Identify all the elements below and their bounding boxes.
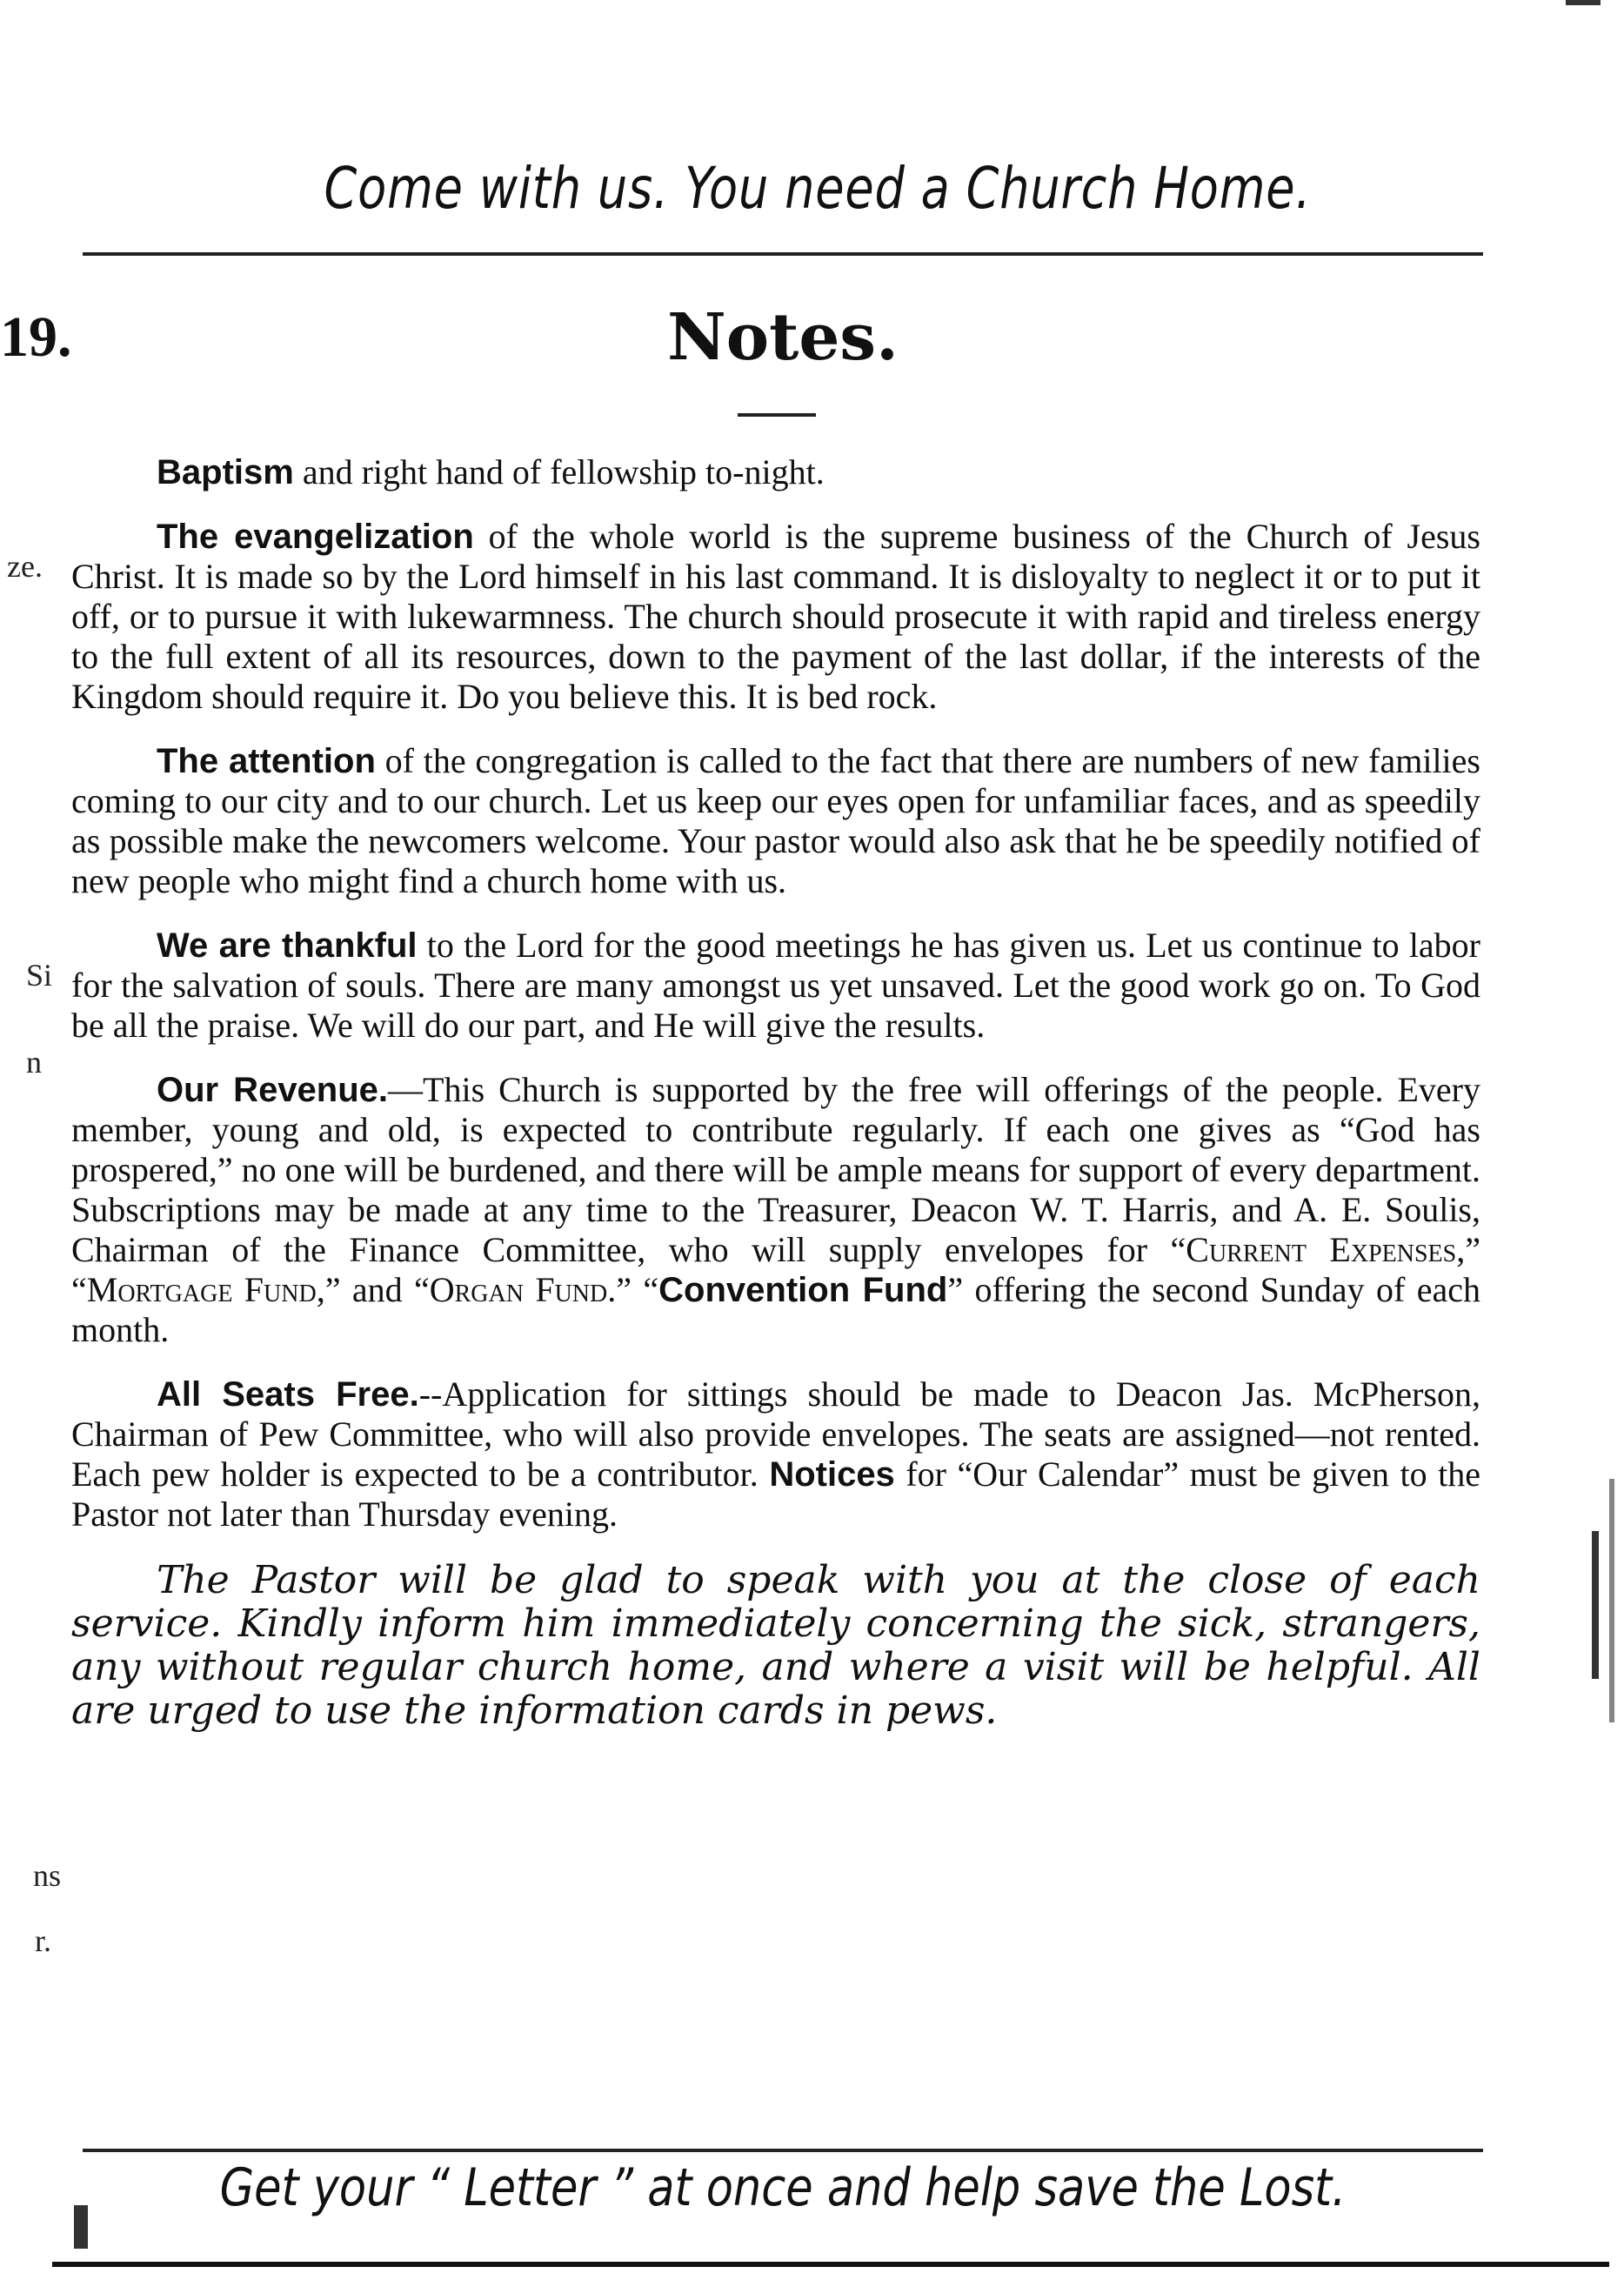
paragraph-seats bbox=[71, 1374, 1480, 1534]
quote-separator: ” and “ bbox=[324, 1270, 430, 1309]
paragraph-lead: The attention bbox=[157, 742, 376, 780]
margin-fragment: ns bbox=[33, 1858, 62, 1893]
paragraph-text: and right hand of fellowship to-night. bbox=[293, 452, 825, 491]
top-rule bbox=[83, 252, 1483, 256]
margin-fragment: n bbox=[26, 1045, 42, 1080]
paragraph-lead: We are thankful bbox=[157, 926, 418, 965]
page-title: Notes. bbox=[667, 300, 899, 375]
header-slogan: Come with us. You need a Church Home. bbox=[324, 155, 1312, 222]
paragraph-text: of the congregation is called to the fact that there are numbers of new families coming to our city and to our church. Let us keep our eyes open for unfamiliar faces, and as speedily as possible make the newcomers welcome. Your pastor would also ask that he be speedily notified of new people who might find a church home with us. bbox=[71, 741, 1480, 900]
paragraph-lead: The evangelization bbox=[157, 518, 474, 556]
fund-current-expenses: Current Expenses, bbox=[1186, 1230, 1466, 1269]
paragraph-text: —This Church is supported by the free will offerings of the people. Every member, young and old, is expected to contribute regularly. If each one gives as “God has prospered,” no one will be burdened, and there will be ample means for support of every department. Subscriptions may be made at any time to the Treasurer, Deacon W. T. Harris, and A. E. Soulis, Chairman of the Finance Committee, who will supply envelopes for “ bbox=[71, 1070, 1480, 1269]
notices-lead: Notices bbox=[769, 1455, 895, 1494]
paragraph-lead: Our Revenue. bbox=[157, 1071, 389, 1109]
notes-body bbox=[71, 452, 1480, 1733]
footer-slogan: Get your “ Letter ” at once and help save the Lost. bbox=[219, 2157, 1347, 2218]
scan-artifact bbox=[1566, 0, 1601, 5]
paragraph-attention bbox=[71, 741, 1480, 901]
paragraph-text: for “Our Calendar” must be given to the Pastor not later than Thursday evening. bbox=[71, 1454, 1481, 1534]
paragraph-evangelization bbox=[71, 517, 1480, 717]
paragraph-text: to the Lord for the good meetings he has given us. Let us continue to labor for the salvation of souls. There are many amongst us yet unsaved. Let the good work go on. To God be all the praise. We will do our part, and He will give the results. bbox=[71, 926, 1481, 1045]
quote-separator: ” “ bbox=[616, 1270, 659, 1309]
paragraph-thankful bbox=[71, 926, 1480, 1046]
fund-convention: Convention Fund bbox=[658, 1271, 948, 1309]
pastor-note: The Pastor will be glad to speak with you at the close of each service. Kindly inform him immediately concerning the sick, strangers, any without regular church home, and where a visit will be helpful. All are urged to use the information cards in pews. bbox=[71, 1558, 1480, 1733]
bottom-rule bbox=[83, 2149, 1483, 2152]
fund-organ: Organ Fund. bbox=[429, 1270, 617, 1309]
scan-artifact bbox=[1592, 1531, 1599, 1679]
paragraph-baptism bbox=[71, 452, 1480, 492]
margin-fragment: ze. bbox=[7, 549, 43, 584]
margin-fragment: r. bbox=[35, 1923, 52, 1958]
base-rule bbox=[52, 2262, 1609, 2267]
paragraph-lead: Baptism bbox=[157, 453, 294, 491]
paragraph-lead: All Seats Free. bbox=[157, 1375, 419, 1414]
page-number: 19. bbox=[0, 305, 72, 369]
quote-separator: ” “ bbox=[71, 1230, 1480, 1309]
paragraph-text: of the whole world is the supreme business of the Church of Jesus Christ. It is made so by the Lord himself in his last command. It is disloyalty to neglect it or to put it off, or to pursue it with lukewarmness. The church should prosecute it with rapid and tireless energy to the full extent of all its resources, down to the payment of the last dollar, if the interests of the Kingdom should require it. Do you believe this. It is bed rock. bbox=[71, 517, 1480, 716]
title-underline bbox=[738, 413, 816, 417]
scan-artifact bbox=[74, 2205, 88, 2249]
margin-fragment: Si bbox=[26, 958, 53, 993]
fund-mortgage: Mortgage Fund, bbox=[86, 1270, 325, 1309]
paragraph-text: ” offering the second Sunday of each month. bbox=[71, 1270, 1481, 1349]
paragraph-text: --Application for sittings should be made to Deacon Jas. McPherson, Chairman of Pew Committee, who will also provide envelopes. The seats are assigned—not rented. Each pew holder is expected to be a contributor. bbox=[71, 1374, 1480, 1494]
scan-artifact bbox=[1609, 1479, 1614, 1722]
paragraph-revenue bbox=[71, 1070, 1480, 1350]
